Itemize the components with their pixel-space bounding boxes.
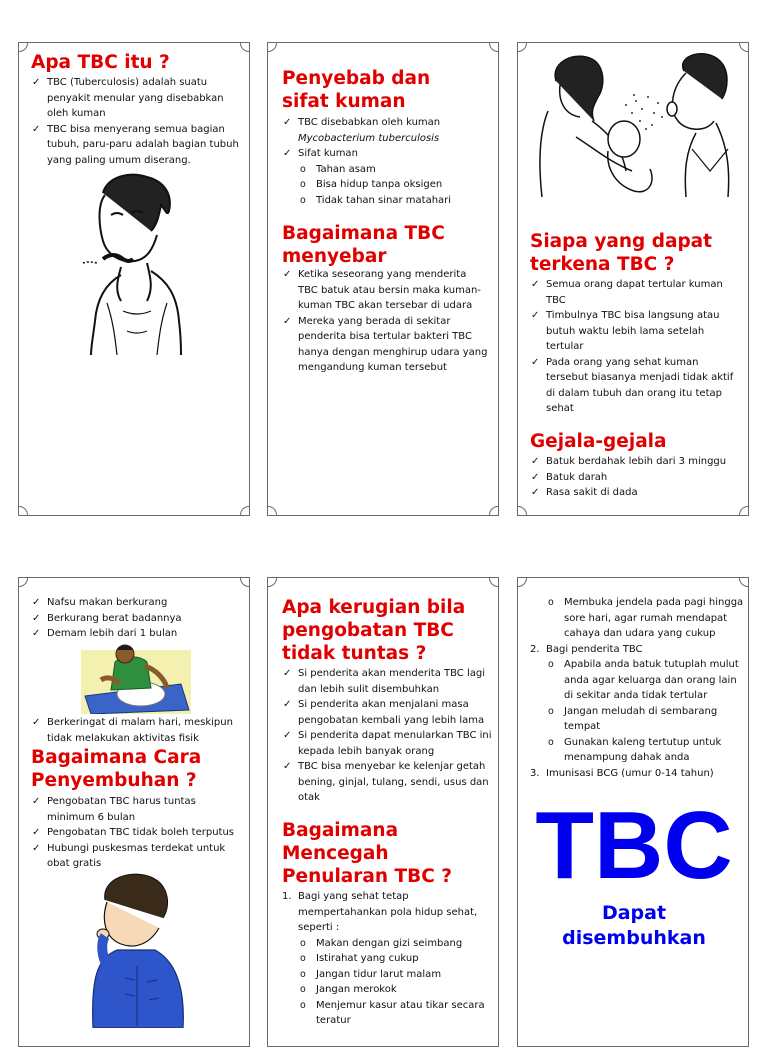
corner-notch (489, 577, 499, 587)
spread-list (282, 267, 488, 376)
sick-man-in-bed-illustration (81, 640, 191, 714)
list-item: ✓ TBC bisa menyebar ke kelenjar getah bening, ginjal, tulang, sendi, usus dan otak (282, 759, 492, 806)
list-item: o Bisa hidup tanpa oksigen (282, 177, 492, 193)
list-item: o Istirahat yang cukup (282, 951, 492, 967)
cover-title: TBC (535, 792, 733, 899)
coughing-man-illustration (77, 171, 192, 355)
heading-prevent: Bagaimana Mencegah Penularan TBC ? (282, 820, 452, 887)
list-text: Bagi yang sehat tetap mempertahankan pola hidup sehat, seperti : (298, 891, 478, 933)
list-item: ✓ Si penderita akan menjalani masa pengobatan kembali yang lebih lama (282, 697, 492, 728)
heading-cause: Penyebab dan sifat kuman (282, 68, 431, 112)
corner-notch (517, 577, 527, 587)
list-item: ✓ Semua orang dapat tertular kuman TBC (530, 277, 742, 308)
list-item: o Membuka jendela pada pagi hingga sore hari, agar rumah mendapat cahaya dan udara yang cukup (530, 595, 744, 642)
list-item: ✓ Berkurang berat badannya (31, 611, 243, 627)
list-text: Imunisasi BCG (umur 0-14 tahun) (546, 767, 714, 779)
corner-notch (267, 506, 277, 516)
list-text: Bagi penderita TBC (546, 643, 643, 655)
corner-notch (240, 577, 250, 587)
list-item: ✓ Demam lebih dari 1 bulan (31, 626, 243, 642)
heading-spread: Bagaimana TBC menyebar (282, 223, 445, 267)
cause-text: TBC disebabkan oleh kuman (298, 117, 441, 128)
symptoms-cont-list (31, 595, 243, 642)
list-item: ✓ Pengobatan TBC tidak boleh terputus (31, 825, 243, 841)
prevent-cont-list (530, 595, 744, 781)
corner-notch (517, 42, 527, 52)
corner-notch (517, 506, 527, 516)
panel-what-is-tbc (18, 42, 250, 516)
corner-notch (240, 506, 250, 516)
corner-notch (489, 42, 499, 52)
panel-cause (267, 42, 499, 516)
corner-notch (739, 42, 749, 52)
list-item: o Menjemur kasur atau tikar secara teratur (282, 998, 492, 1029)
list-item: ✓ Hubungi puskesmas terdekat untuk obat gratis (31, 841, 243, 872)
list-item: o Jangan merokok (282, 982, 492, 998)
coughing-on-mother-illustration (536, 51, 732, 199)
panel-who (517, 42, 749, 516)
list-item (282, 115, 492, 146)
list-number: 1. (282, 891, 292, 902)
corner-notch (267, 42, 277, 52)
list-item: ✓ Mereka yang berada di sekitar penderita bisa tertular bakteri TBC hanya dengan menghirup udara yang mengandung kuman tersebut (282, 314, 488, 376)
list-item: ✓ Si penderita akan menderita TBC lagi dan lebih sulit disembuhkan (282, 666, 492, 697)
prevent-list (282, 889, 492, 1029)
list-item: ✓ Ketika seseorang yang menderita TBC batuk atau bersin maka kuman-kuman TBC akan tersebar di udara (282, 267, 488, 314)
list-number: 2. (530, 643, 540, 655)
panel-loss (267, 577, 499, 1047)
list-item: o Makan dengan gizi seimbang (282, 936, 492, 952)
list-item: ✓ Si penderita dapat menularkan TBC ini kepada lebih banyak orang (282, 728, 492, 759)
corner-notch (240, 42, 250, 52)
corner-notch (489, 506, 499, 516)
corner-notch (739, 506, 749, 516)
list-item: o Gunakan kaleng tertutup untuk menampung dahak anda (530, 735, 744, 766)
corner-notch (739, 577, 749, 587)
panel-prevent-cover (517, 577, 749, 1047)
list-item: o Apabila anda batuk tutuplah mulut anda agar keluarga dan orang lain di sekitar anda tidak tertular (530, 657, 744, 704)
corner-notch (18, 506, 28, 516)
corner-notch (18, 577, 28, 587)
list-item: ✓ Batuk darah (530, 470, 742, 486)
cause-list (282, 115, 492, 208)
list-item: ✓ Timbulnya TBC bisa langsung atau butuh waktu lebih lama setelah tertular (530, 308, 742, 355)
symptoms-list (530, 454, 742, 501)
list-item (530, 766, 744, 782)
list-item: ✓ Pada orang yang sehat kuman tersebut biasanya menjadi tidak aktif di dalam tubuh dan orang itu tetap sehat (530, 355, 742, 417)
list-item: ✓ Batuk berdahak lebih dari 3 minggu (530, 454, 742, 470)
sweat-list (31, 715, 243, 746)
list-item: ✓ TBC bisa menyerang semua bagian tubuh, paru-paru adalah bagian tubuh yang paling umum diserang. (31, 122, 243, 169)
list-item: o Tahan asam (282, 162, 492, 178)
list-item (282, 889, 492, 936)
cover-tagline-line1: Dapat (601, 902, 667, 924)
list-number: 3. (530, 767, 540, 779)
heading-loss: Apa kerugian bila pengobatan TBC tidak tuntas ? (282, 597, 466, 664)
heading-who: Siapa yang dapat terkena TBC ? (530, 231, 713, 275)
loss-list (282, 666, 492, 806)
list-item: o Jangan tidur larut malam (282, 967, 492, 983)
who-list (530, 277, 742, 417)
heading-cure: Bagaimana Cara Penyembuhan ? (31, 747, 202, 791)
corner-notch (18, 42, 28, 52)
list-item: ✓ TBC (Tuberculosis) adalah suatu penyakit menular yang disebabkan oleh kuman (31, 75, 243, 122)
list-item: o Jangan meludah di sembarang tempat (530, 704, 744, 735)
list-item: ✓ Pengobatan TBC harus tuntas minimum 6 bulan (31, 794, 243, 825)
list-item: ✓ Rasa sakit di dada (530, 485, 742, 501)
list-item: ✓ Sifat kuman (282, 146, 492, 162)
list-item: ✓ Nafsu makan berkurang (31, 595, 243, 611)
cure-list (31, 794, 243, 872)
list-item (530, 642, 744, 658)
heading-symptoms: Gejala-gejala (530, 431, 667, 452)
bacteria-name: Mycobacterium tuberculosis (298, 132, 440, 144)
list-item: o Tidak tahan sinar matahari (282, 193, 492, 209)
cover-tagline-line2: disembuhkan (562, 927, 706, 949)
list-item: ✓ Berkeringat di malam hari, meskipun tidak melakukan aktivitas fisik (31, 715, 243, 746)
coughing-boy-illustration (87, 870, 187, 1028)
what-is-tbc-list (31, 75, 243, 168)
panel-cure (18, 577, 250, 1047)
corner-notch (267, 577, 277, 587)
heading-what-is-tbc: Apa TBC itu ? (31, 52, 170, 73)
